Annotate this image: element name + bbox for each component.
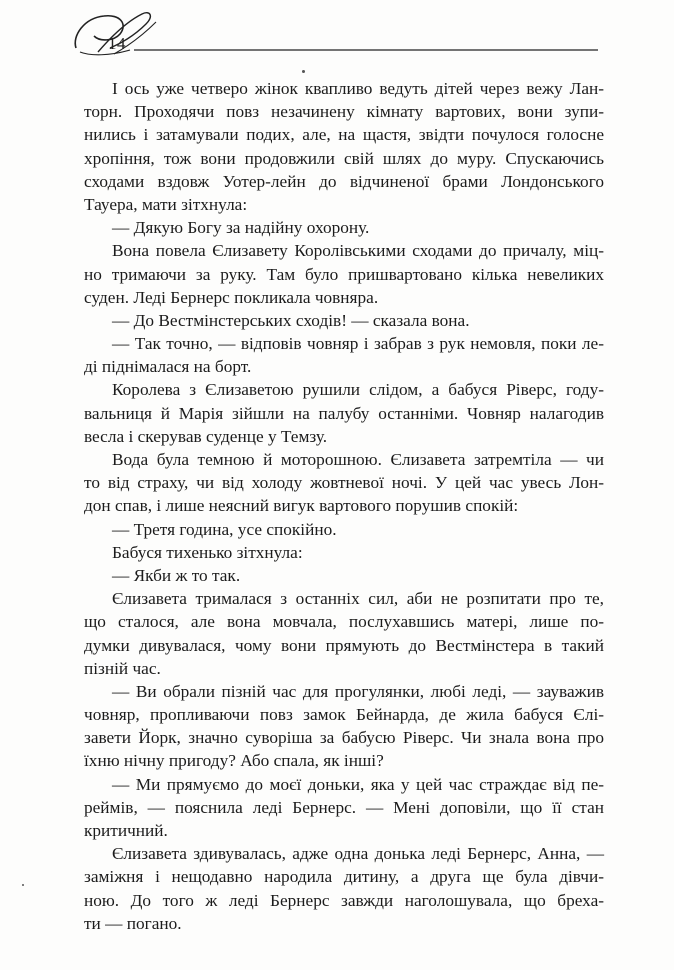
- text-line: — Ми прямуємо до моєї доньки, яка у цей час страждає від пе-: [112, 774, 604, 794]
- paragraph: [84, 216, 604, 239]
- paragraph: [84, 332, 604, 378]
- body-text: [84, 77, 604, 935]
- paragraph: [84, 541, 604, 564]
- text-line: дон спав, і лише неясний вигук вартового порушив спокій:: [84, 496, 519, 516]
- text-line: то від страху, чи від холоду жовтневої ночі. У цей час увесь Лон-: [84, 473, 604, 493]
- text-line: весла і скерував суденце у Темзу.: [84, 426, 328, 446]
- page-number: 14: [108, 34, 126, 53]
- text-line: Тауера, мати зітхнула:: [84, 194, 248, 214]
- paragraph: [84, 77, 604, 216]
- text-line: — Ви обрали пізній час для прогулянки, любі леді, — зауважив: [112, 681, 604, 701]
- text-line: — Так точно, — відповів човняр і забрав з рук немовля, поки ле-: [112, 334, 604, 354]
- flourish-ornament-icon: [70, 8, 600, 60]
- text-line: — Дякую Богу за надійну охорону.: [112, 218, 370, 238]
- text-line: нились і затамували подих, але, на щастя, звідти почулося голосне: [84, 125, 604, 145]
- page-header: [70, 8, 600, 60]
- paragraph: [84, 378, 604, 448]
- text-line: ною. До того ж леді Бернерс завжди наголошувала, що бреха-: [84, 890, 604, 910]
- text-line: — До Вестмінстерських сходів! — сказала вона.: [112, 310, 470, 330]
- paragraph: [84, 587, 604, 680]
- text-line: Єлизавета здивувалась, адже одна донька леді Бернерс, Анна, —: [112, 844, 604, 864]
- text-line: Бабуся тихенько зітхнула:: [112, 542, 303, 562]
- paragraph: [84, 239, 604, 309]
- text-line: торн. Проходячи повз незачинену кімнату вартових, вони зупи-: [84, 102, 604, 122]
- text-line: критичний.: [84, 821, 168, 840]
- text-line: реймів, — пояснила леді Бернерс. — Мені доповіли, що її стан: [84, 797, 604, 817]
- text-line: ді піднімалася на борт.: [84, 357, 252, 377]
- text-line: хропіння, тож вони продовжили свій шлях до муру. Спускаючись: [84, 148, 604, 168]
- text-line: пізній час.: [84, 658, 161, 678]
- text-line: но тримаючи за руку. Там було пришвартовано кілька невеликих: [84, 264, 604, 284]
- text-line: завети Йорк, значно суворіша за бабусю Ріверс. Чи знала вона про: [84, 728, 604, 748]
- text-line: — Третя година, усе спокійно.: [112, 519, 337, 539]
- text-line: човняр, пропливаючи повз замок Бейнарда, де жила бабуся Єлі-: [84, 705, 604, 725]
- speck: [22, 884, 24, 886]
- paragraph: [84, 448, 604, 518]
- text-line: їхню нічну пригоду? Або спала, як інші?: [84, 751, 384, 771]
- text-line: — Якби ж то так.: [112, 565, 241, 585]
- paragraph: [84, 680, 604, 773]
- paragraph: [84, 842, 604, 935]
- text-line: що сталося, але вона мовчала, послухавшись матері, лише по-: [84, 612, 604, 632]
- text-line: суден. Леді Бернерс покликала човняра.: [84, 287, 379, 307]
- text-line: вальниця й Марія зійшли на палубу останніми. Човняр налагодив: [84, 403, 604, 423]
- text-line: І ось уже четверо жінок квапливо ведуть дітей через вежу Лан-: [112, 79, 604, 98]
- text-line: думки дивувалася, чому вони прямують до Вестмінстера в такий: [84, 635, 604, 655]
- paragraph: [84, 564, 604, 587]
- speck: [302, 70, 305, 73]
- paragraph: [84, 309, 604, 332]
- text-line: сходами вздовж Уотер-лейн до відчиненої брами Лондонського: [84, 171, 604, 191]
- text-line: Вода була темною й моторошною. Єлизавета затремтіла — чи: [112, 450, 604, 469]
- text-line: ти — погано.: [84, 913, 182, 933]
- paragraph: [84, 518, 604, 541]
- paragraph: [84, 773, 604, 843]
- text-line: Королева з Єлизаветою рушили слідом, а бабуся Ріверс, году-: [112, 380, 604, 400]
- text-line: заміжня і нещодавно народила дитину, а друга ще була дівчи-: [84, 867, 604, 887]
- text-line: Єлизавета трималася з останніх сил, аби не розпитати про те,: [112, 589, 604, 609]
- text-line: Вона повела Єлизавету Королівськими сходами до причалу, міц-: [112, 241, 604, 261]
